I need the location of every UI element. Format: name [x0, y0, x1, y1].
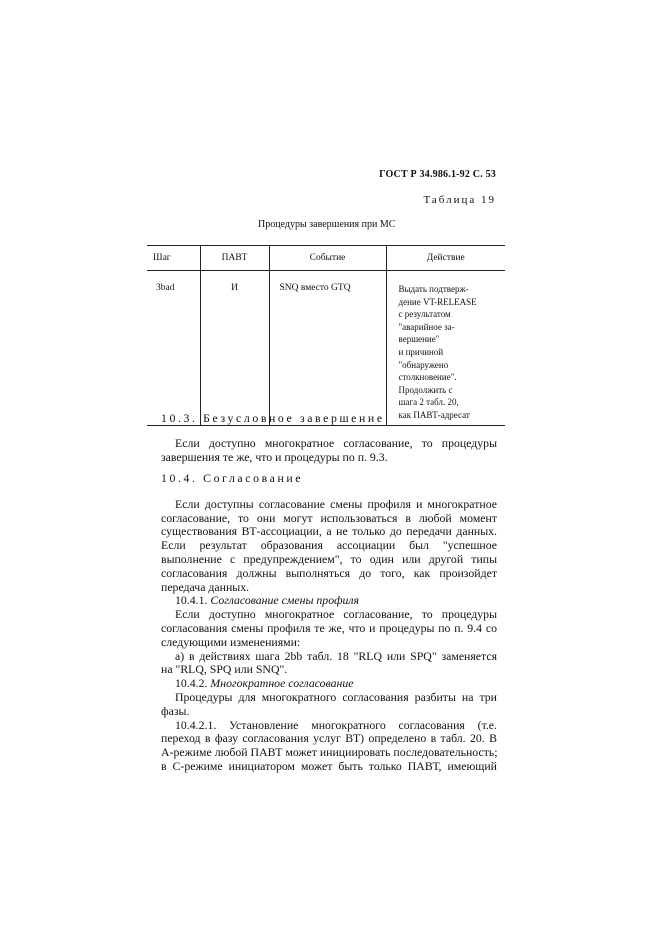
section-heading: 10.3. Безусловное завершение: [161, 411, 385, 425]
action-line: дение VT-RELEASE: [398, 296, 477, 307]
subsection-number: 10.4.1.: [175, 593, 208, 608]
paragraph-line: на "RLQ, SPQ или SNQ".: [161, 662, 288, 677]
paragraph-line: Если доступно многократное согласование, то процедуры: [175, 607, 497, 622]
paragraph-line: согласование, то они могут использоваться в любой момент: [161, 510, 497, 525]
action-line: вершение": [398, 334, 440, 345]
column-header-step: Шаг: [147, 246, 200, 271]
paragraph-line: Если доступно многократное согласование, то процедуры: [175, 435, 497, 450]
cell-event: SNQ вместо GTQ: [269, 271, 386, 426]
paragraph-line: согласования должны выполняться до того, как произойдет: [161, 565, 497, 580]
subsection-title: Согласование смены профиля: [210, 593, 359, 608]
table-row: [147, 271, 505, 426]
paragraph-line: выполнение с предупреждением", то один или другой типы: [161, 551, 497, 566]
column-header-event: Событие: [269, 246, 386, 271]
paragraph-line: Процедуры для многократного согласования разбиты на три: [175, 689, 497, 704]
section-10-4: [161, 472, 497, 774]
paragraph-line: переход в фазу согласования услуг ВТ) определено в табл. 20. В: [161, 731, 497, 746]
page-header: ГОСТ Р 34.986.1-92 С. 53: [379, 169, 496, 180]
paragraph-line: Если результат образования ассоциации был "успешное: [161, 538, 497, 553]
action-line: с результатом: [398, 309, 451, 320]
section-10-3: [161, 412, 497, 464]
action-line: Продолжить с: [398, 384, 453, 395]
paragraph-line: существования ВТ-ассоциации, а не только до передачи данных.: [161, 524, 497, 539]
table-label: Таблица 19: [423, 194, 496, 206]
procedures-table: [147, 245, 505, 426]
action-line: "обнаружено: [398, 359, 449, 370]
paragraph-line: в С-режиме инициатором может быть только ПАВТ, имеющий: [161, 758, 497, 773]
paragraph-line: передача данных.: [161, 579, 250, 594]
table-caption: Процедуры завершения при МС: [258, 219, 396, 230]
table-header-row: [147, 246, 505, 271]
paragraph-line: а) в действиях шага 2bb табл. 18 "RLQ или SPQ" заменяется: [175, 648, 497, 663]
cell-pavt: И: [200, 271, 269, 426]
subsection-title: Многократное согласование: [210, 676, 354, 691]
paragraph-line: А-режиме любой ПАВТ может инициировать последовательность;: [161, 745, 498, 760]
paragraph-line: фазы.: [161, 703, 190, 718]
action-line: Выдать подтверж-: [398, 284, 469, 294]
column-header-action: Действие: [386, 246, 505, 271]
paragraph-line: Если доступны согласование смены профиля и многократное: [175, 496, 497, 511]
section-heading: 10.4. Согласование: [161, 471, 304, 485]
paragraph-line: согласования смены профиля те же, что и процедуры по п. 9.4 со: [161, 620, 497, 635]
action-line: как ПАВТ-адресат: [398, 409, 470, 420]
action-line: шага 2 табл. 20,: [398, 397, 459, 408]
action-line: и причиной: [398, 346, 444, 357]
column-header-pavt: ПАВТ: [200, 246, 269, 271]
subsection-heading-10-4-1: [161, 594, 497, 608]
cell-action: [386, 271, 505, 426]
action-line: "аварийное за-: [398, 321, 455, 332]
action-line: столкновение".: [398, 372, 457, 383]
cell-step: 3bad: [147, 271, 200, 426]
paragraph-line: 10.4.2.1. Установление многократного согласования (т.е.: [175, 717, 497, 732]
paragraph-line: завершения те же, что и процедуры по п. 9.3.: [161, 449, 388, 464]
subsection-heading-10-4-2: [161, 677, 497, 691]
paragraph-line: следующими изменениями:: [161, 634, 301, 649]
subsection-number: 10.4.2.: [175, 676, 208, 691]
